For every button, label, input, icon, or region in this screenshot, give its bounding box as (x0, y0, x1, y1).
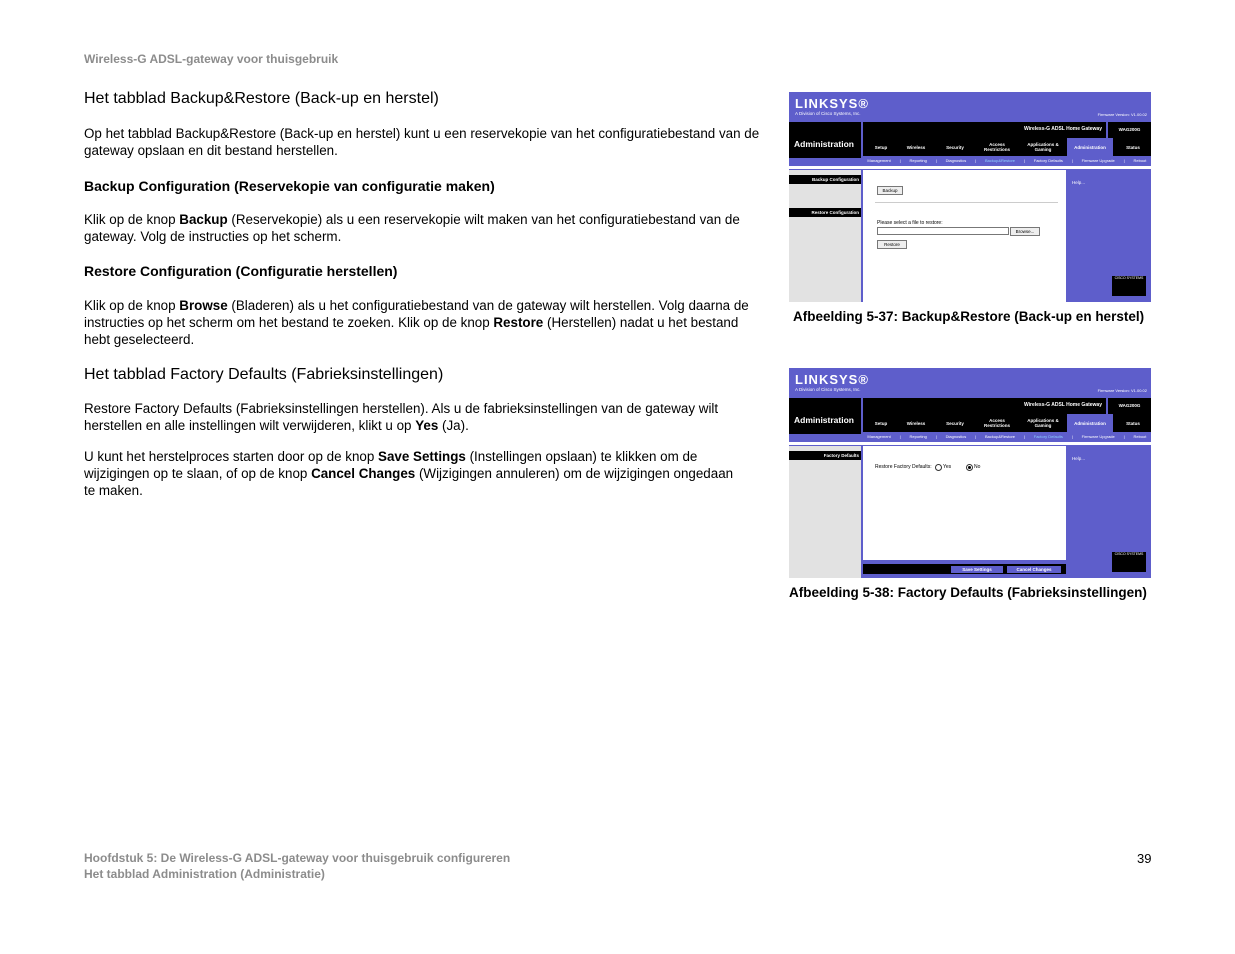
page-number: 39 (1137, 851, 1152, 866)
backup-config-label: Backup Configuration (789, 175, 861, 184)
restore-factory-label: Restore Factory Defaults: (875, 464, 932, 470)
no-radio[interactable] (966, 464, 973, 471)
figure-2-caption: Afbeelding 5-38: Factory Defaults (Fabrieksinstellingen) (789, 585, 1147, 600)
subtab-reporting[interactable]: Reporting (909, 434, 927, 439)
restore-file-label: Please select a file to restore: (877, 220, 943, 226)
tab-access-restrictions[interactable]: Access Restrictions (983, 142, 1010, 152)
backup-intro-paragraph: Op het tabblad Backup&Restore (Back-up en herstel) kunt u een reservekopie van het configuratiebestand van de gateway opslaan en dit bestand herstellen. (84, 126, 760, 158)
linksys-logo: LINKSYS® (795, 96, 869, 111)
model-number: WAG200G (1108, 122, 1151, 138)
backup-config-heading: Backup Configuration (Reservekopie van configuratie maken) (84, 178, 495, 194)
divider (789, 166, 1151, 169)
tab-access-restrictions[interactable]: Access Restrictions (983, 418, 1010, 428)
figure-1-caption: Afbeelding 5-37: Backup&Restore (Back-up en herstel) (793, 309, 1145, 324)
product-name: Wireless-G ADSL Home Gateway (1023, 126, 1102, 132)
subtab-backup-restore[interactable]: Backup&Restore (985, 158, 1016, 163)
subtab-reporting[interactable]: Reporting (909, 158, 927, 163)
subtab-firmware-upgrade[interactable]: Firmware Upgrade (1081, 434, 1115, 439)
backup-button[interactable]: Backup (877, 186, 903, 195)
linksys-logo: LINKSYS® (795, 372, 869, 387)
cisco-systems-logo: CISCO SYSTEMS (1112, 552, 1146, 572)
no-label: No (974, 464, 981, 470)
factory-paragraph-1: Restore Factory Defaults (Fabrieksinstellingen herstellen). Als u de fabrieksinstellingen van de gateway wilt herstellen en alle instellingen wilt verwijderen, klikt u op Yes (Ja). (84, 401, 719, 433)
tab-wireless[interactable]: Wireless (906, 420, 926, 426)
footer-chapter: Hoofdstuk 5: De Wireless-G ADSL-gateway voor thuisgebruik configureren (84, 851, 511, 865)
factory-paragraph-2: U kunt het herstelproces starten door op de knop Save Settings (Instellingen opslaan) te klikken om de wijzigingen op te slaan, of op de knop Cancel Changes (Wijzigingen annuleren) om de wijzigingen ongedaan te maken. (84, 449, 734, 498)
divider (789, 442, 1151, 445)
tab-status[interactable]: Status (1126, 420, 1140, 426)
restore-config-label: Restore Configuration (789, 208, 861, 217)
backup-restore-heading: Het tabblad Backup&Restore (Back-up en herstel) (84, 90, 439, 107)
sidebar (789, 446, 861, 578)
subtab-row: Management | Reporting | Diagnostics | Backup&Restore | Factory Defaults | Firmware Upgrade | Reboot (863, 156, 1151, 165)
tab-administration[interactable]: Administration (1067, 414, 1113, 432)
logo-subtitle: A Division of Cisco Systems, Inc. (795, 111, 861, 116)
figure-backup-restore (789, 92, 1151, 302)
subtab-management[interactable]: Management (867, 158, 891, 163)
section-title: Administration (794, 415, 854, 425)
save-settings-button[interactable]: Save Settings (951, 566, 1003, 573)
subtab-row: Management | Reporting | Diagnostics | Backup&Restore | Factory Defaults | Firmware Upgrade | Reboot (863, 432, 1151, 441)
factory-defaults-heading: Het tabblad Factory Defaults (Fabrieksinstellingen) (84, 366, 444, 383)
yes-label: Yes (943, 464, 952, 470)
subtab-backup-restore[interactable]: Backup&Restore (985, 434, 1016, 439)
tab-administration[interactable]: Administration (1067, 138, 1113, 156)
browse-button[interactable]: Browse... (1010, 227, 1040, 236)
tab-setup[interactable]: Setup (874, 144, 888, 150)
subtab-diagnostics[interactable]: Diagnostics (945, 434, 967, 439)
subtab-factory-defaults[interactable]: Factory Defaults (1033, 158, 1063, 163)
figure-factory-defaults (789, 368, 1151, 578)
cancel-changes-button[interactable]: Cancel Changes (1007, 566, 1061, 573)
firmware-version: Firmware Version: V1.00.02 (1097, 112, 1147, 117)
sidebar (789, 170, 861, 302)
cisco-systems-logo: CISCO SYSTEMS (1112, 276, 1146, 296)
tab-applications-gaming[interactable]: Applications & Gaming (1027, 142, 1059, 152)
help-link[interactable]: Help... (1072, 180, 1086, 185)
subtab-reboot[interactable]: Reboot (1133, 158, 1147, 163)
yes-radio[interactable] (935, 464, 942, 471)
subtab-diagnostics[interactable]: Diagnostics (945, 158, 967, 163)
section-title: Administration (794, 139, 854, 149)
subtab-reboot[interactable]: Reboot (1133, 434, 1147, 439)
footer-section: Het tabblad Administration (Administratie) (84, 867, 325, 881)
subtab-firmware-upgrade[interactable]: Firmware Upgrade (1081, 158, 1115, 163)
backup-config-paragraph: Klik op de knop Backup (Reservekopie) als u een reservekopie wilt maken van het configuratiebestand van de gateway. Volg de instructies op het scherm. (84, 212, 740, 244)
firmware-version: Firmware Version: V1.00.02 (1097, 388, 1147, 393)
tab-security[interactable]: Security (946, 420, 964, 426)
restore-file-input[interactable] (877, 227, 1009, 235)
subtab-management[interactable]: Management (867, 434, 891, 439)
restore-config-heading: Restore Configuration (Configuratie herstellen) (84, 263, 398, 279)
product-name: Wireless-G ADSL Home Gateway (1023, 402, 1102, 408)
restore-config-paragraph: Klik op de knop Browse (Bladeren) als u het configuratiebestand van de gateway wilt herstellen. Volg daarna de instructies op het scherm om het bestand te zoeken. Klik op de knop Restore (Herstellen) nadat u het bestand hebt geselecteerd. (84, 298, 749, 347)
section-divider (875, 202, 1058, 203)
tab-setup[interactable]: Setup (874, 420, 888, 426)
running-header: Wireless-G ADSL-gateway voor thuisgebruik (84, 52, 339, 66)
logo-subtitle: A Division of Cisco Systems, Inc. (795, 387, 861, 392)
help-link[interactable]: Help... (1072, 456, 1086, 461)
factory-defaults-label: Factory Defaults (789, 451, 861, 460)
tab-applications-gaming[interactable]: Applications & Gaming (1027, 418, 1059, 428)
tab-security[interactable]: Security (946, 144, 964, 150)
restore-button[interactable]: Restore (877, 240, 907, 249)
tab-status[interactable]: Status (1126, 144, 1140, 150)
subtab-factory-defaults[interactable]: Factory Defaults (1033, 434, 1063, 439)
tab-wireless[interactable]: Wireless (906, 144, 926, 150)
model-number: WAG200G (1108, 398, 1151, 414)
